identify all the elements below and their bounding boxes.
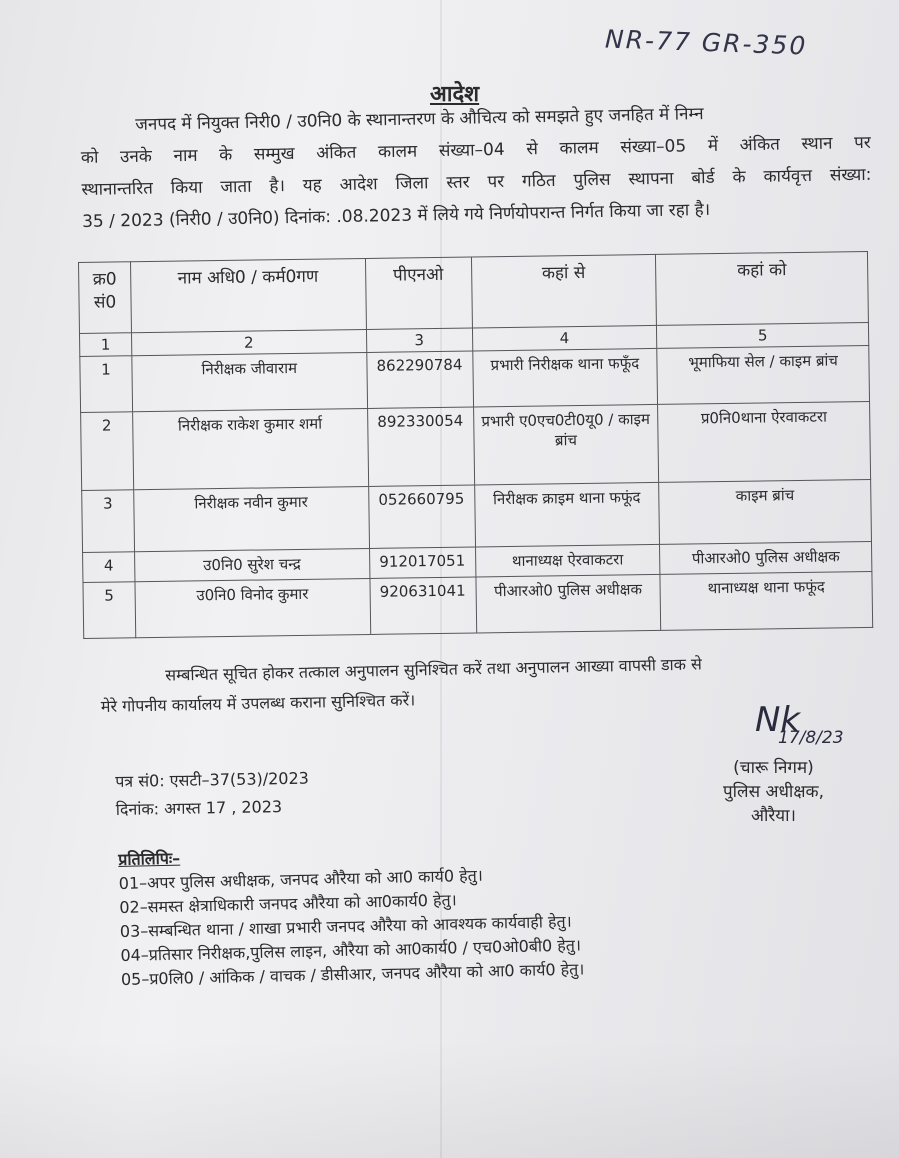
cell-serial: 2 [81,412,134,491]
copy-to-section [118,837,585,991]
column-number: 3 [366,328,472,352]
cell-name: उ0नि0 सुरेश चन्द्र [135,548,370,581]
intro-line: को उनके नाम के सम्मुख अंकित कालम संख्या–04 से कालम संख्या–05 में अंकित स्थान पर [80,132,871,168]
table-row [81,401,871,490]
cell-from: निरीक्षक क्राइम थाना फफूंद [474,482,660,547]
column-number: 2 [131,329,366,355]
cell-to: प्र0नि0थाना ऐरवाकटरा [658,401,871,482]
cell-pno: 920631041 [369,577,476,634]
cell-from: थानाध्यक्ष ऐरवाकटरा [475,544,660,577]
header-to: कहां को [656,251,869,325]
cell-to: पीआरओ0 पुलिस अधीक्षक [660,541,872,574]
paper-shadow [0,1040,899,1158]
cell-to: काइम ब्रांच [659,479,872,544]
closing-line: सम्बन्धित सूचित होकर तत्काल अनुपालन सुनिश्चित करें तथा अनुपालन आख्या वापसी डाक से [165,654,703,685]
cell-name: निरीक्षक नवीन कुमार [134,486,369,551]
signatory-name: (चारू निगम) [733,758,814,778]
intro-line: 35 / 2023 (निरी0 / उ0नि0) दिनांक: .08.2023 में लिये गये निर्णयोपरान्त निर्गत किया जा रहा है। [81,199,711,232]
signatory-district: औरैया। [750,806,797,826]
cell-name: निरीक्षक जीवाराम [132,352,367,411]
cell-serial: 1 [80,356,133,413]
closing-line: मेरे गोपनीय कार्यालय में उपलब्ध कराना सुनिश्चित करें। [100,690,416,716]
copy-to-item: 01–अपर पुलिस अधीक्षक, जनपद औरैया को आ0 कार्य0 हेतु। [118,865,483,893]
cell-from: प्रभारी ए0एच0टी0यू0 / काइम ब्रांच [473,404,659,485]
handwritten-reference: NR-77 GR-350 [604,24,808,61]
copy-to-item: 03–सम्बन्धित थाना / शाखा प्रभारी जनपद औरैया को आवश्यक कार्यवाही हेतु। [119,911,572,941]
intro-line: जनपद में नियुक्त निरी0 / उ0नि0 के स्थानान्तरण के औचित्य को समझते हुए जनहित में निम्न [135,104,704,135]
cell-serial: 3 [82,490,135,553]
table-row [82,479,872,552]
transfer-table-wrapper [78,251,873,639]
column-number: 5 [657,322,869,348]
copy-to-item: 02–समस्त क्षेत्राधिकारी जनपद औरैया को आ0कार्य0 हेतु। [119,890,457,917]
cell-pno: 862290784 [366,351,473,408]
signature-scribble: Nk [755,700,801,740]
copy-to-item: 04–प्रतिसार निरीक्षक,पुलिस लाइन, औरैया को आ0कार्य0 / एच0ओ0बी0 हेतु। [120,935,582,965]
closing-paragraph [100,646,861,722]
signature-date: 17/8/23 [778,728,844,748]
cell-pno: 892330054 [367,407,474,486]
cell-serial: 4 [83,552,135,583]
letter-date: दिनांक: अगस्त 17 , 2023 [115,797,283,819]
header-serial: क्र0 सं0 [79,262,132,334]
signatory-designation: पुलिस अधीक्षक, [723,782,824,802]
intro-line: स्थानान्तरित किया जाता है। यह आदेश जिला स्तर पर गठित पुलिस स्थापना बोर्ड के कार्यवृत्त संख्या: [81,164,872,200]
copy-to-item: 05–प्र0लि0 / आंकिक / वाचक / डीसीआर, जनपद औरैया को आ0 कार्य0 हेतु। [120,959,585,989]
cell-to: थानाध्यक्ष थाना फफूंद [660,571,872,630]
cell-pno: 052660795 [368,485,475,548]
column-number: 4 [472,325,657,351]
copy-to-heading: प्रतिलिपिः– [118,848,181,869]
cell-name: निरीक्षक राकेश कुमार शर्मा [133,408,369,489]
document-title: आदेश [430,82,480,107]
header-name: नाम अधि0 / कर्म0गण [130,258,366,332]
cell-to: भूमाफिया सेल / काइम ब्रांच [657,345,869,404]
signatory-block [723,756,824,828]
cell-pno: 912017051 [369,547,475,578]
header-pno: पीएनओ [365,257,472,329]
transfer-table [78,251,873,639]
cell-from: पीआरओ0 पुलिस अधीक्षक [475,574,661,633]
header-from: कहां से [471,254,657,328]
intro-paragraph [80,95,872,238]
table-header-row [79,251,869,333]
cell-from: प्रभारी निरीक्षक थाना फफूँद [472,348,658,407]
cell-name: उ0नि0 विनोद कुमार [135,578,370,637]
letter-reference [115,765,310,824]
cell-serial: 5 [83,582,136,639]
letter-number: पत्र सं0: एसटी–37(53)/2023 [115,768,310,791]
table-row [83,571,873,638]
column-number: 1 [79,333,131,357]
